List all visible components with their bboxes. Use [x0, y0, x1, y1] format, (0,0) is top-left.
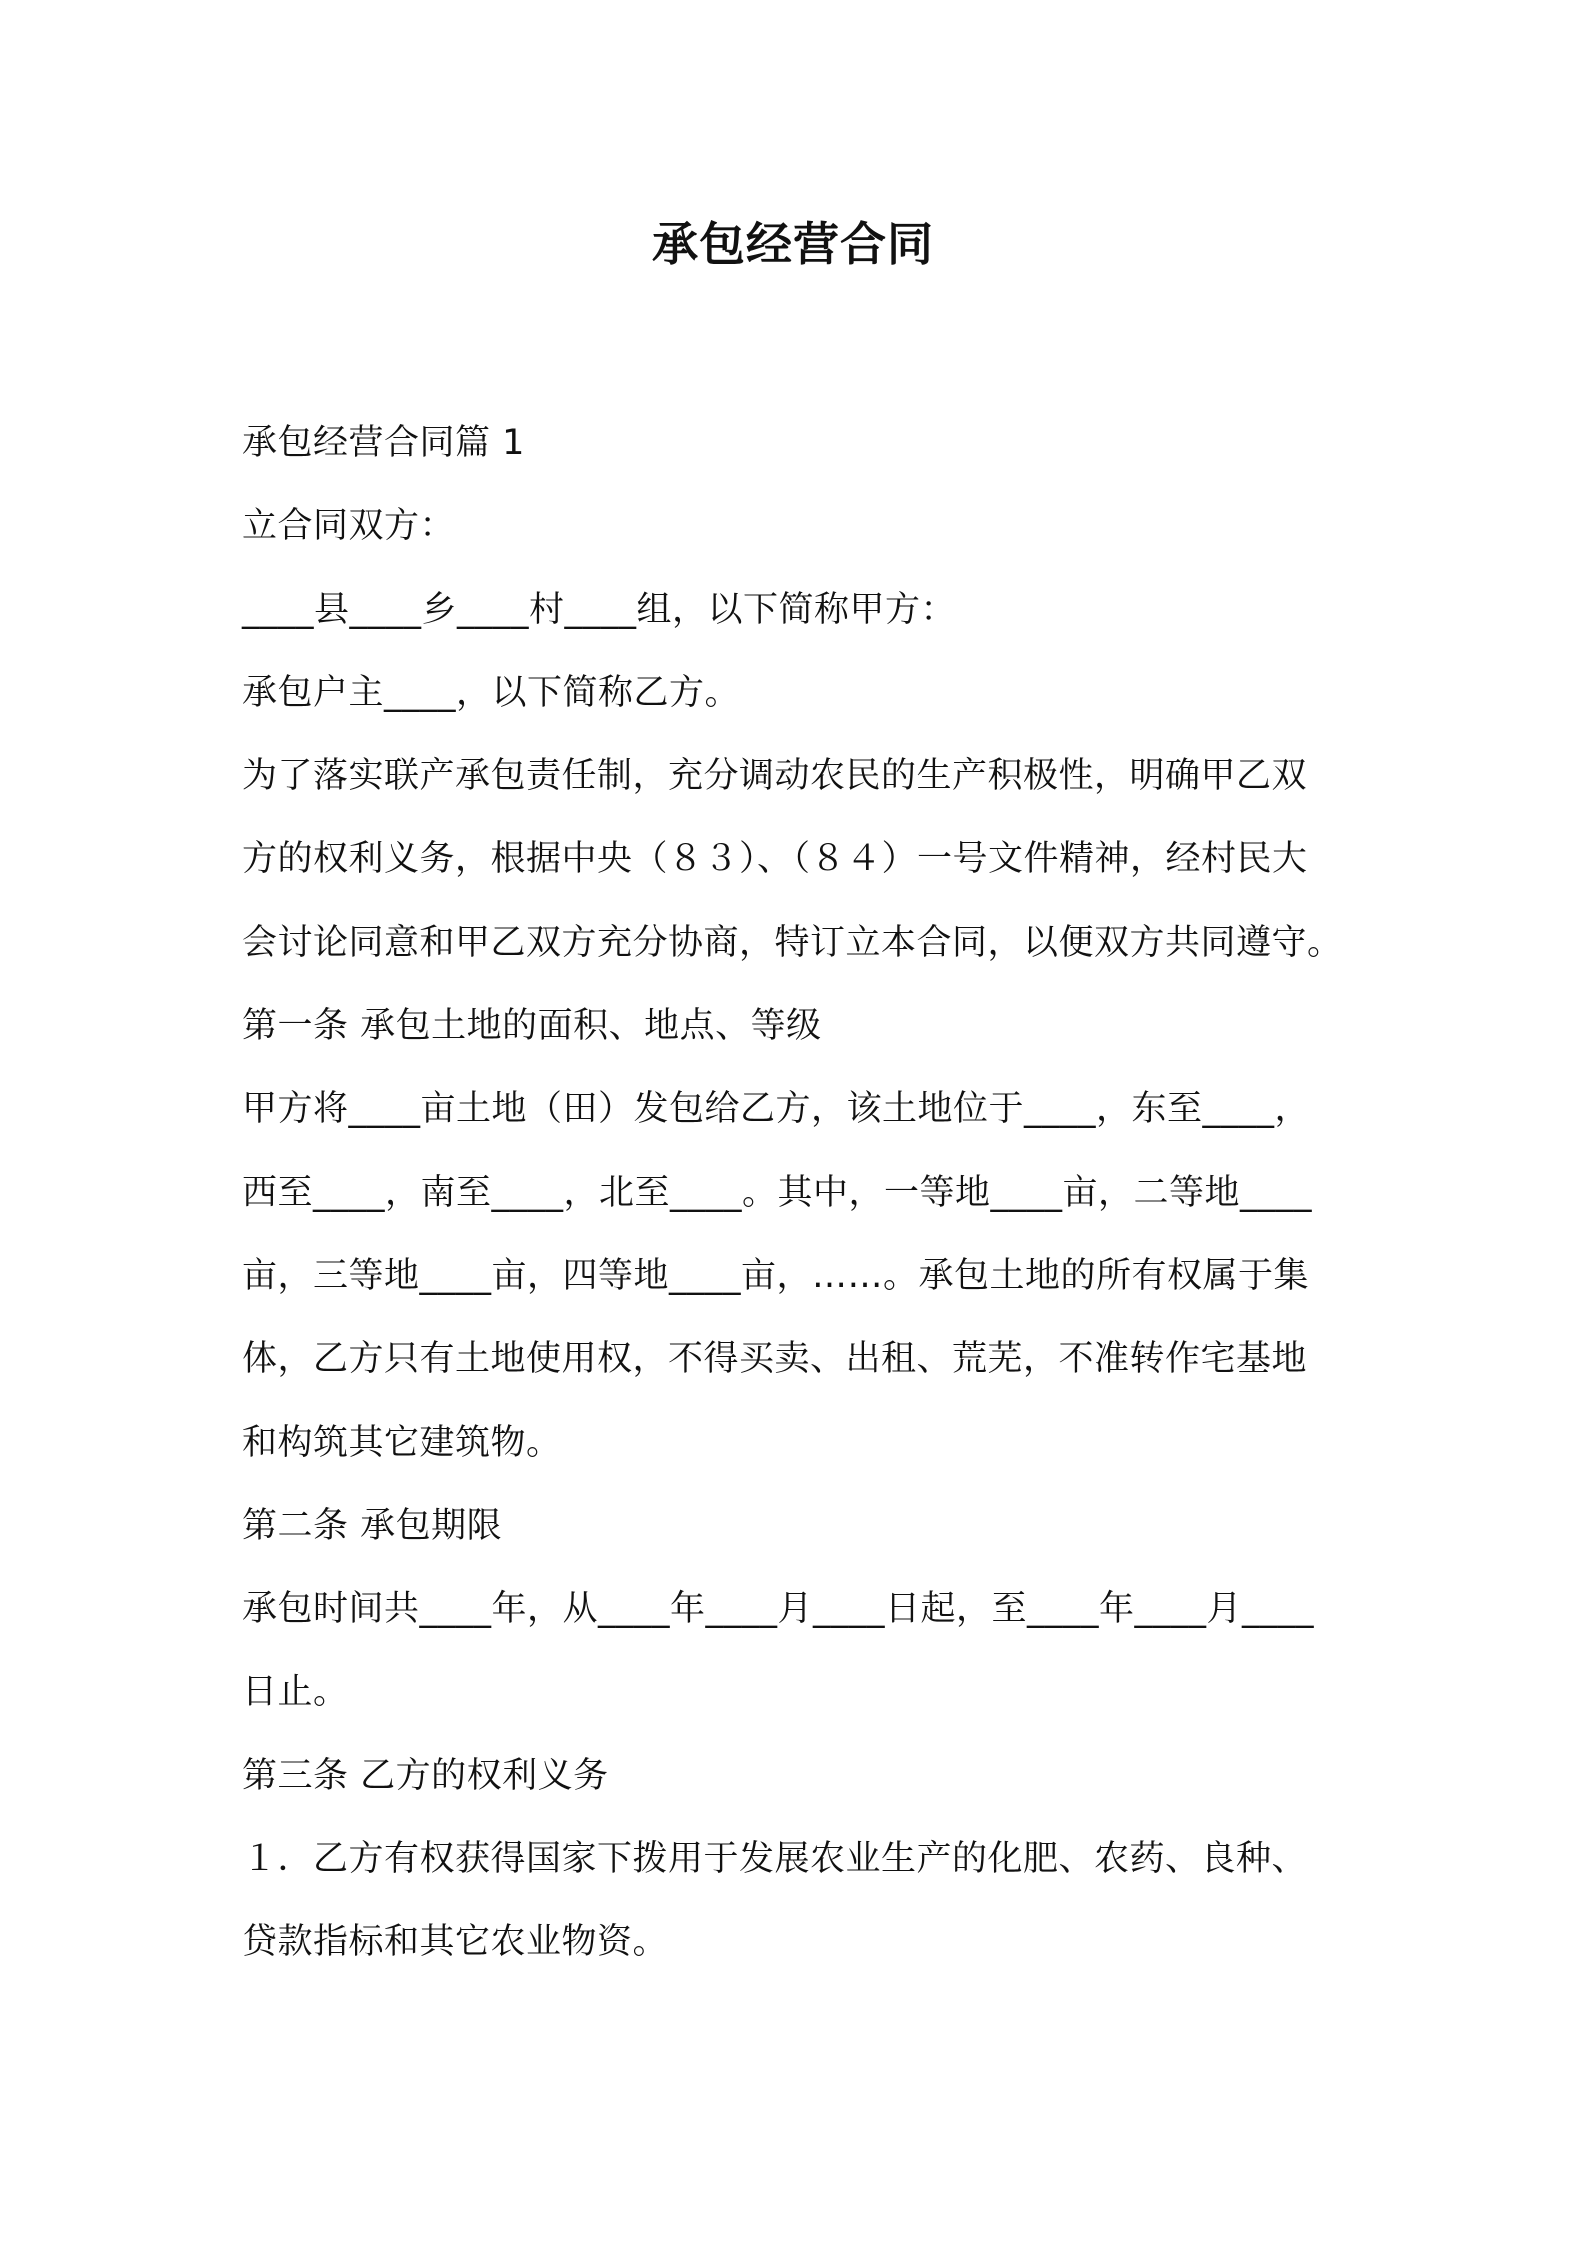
- paragraph-line: 立合同双方：: [242, 506, 456, 547]
- paragraph-line: 甲方将____亩土地（田）发包给乙方，该土地位于____，东至____，: [242, 1089, 1311, 1130]
- paragraph-line: ____县____乡____村____组，以下简称甲方：: [242, 589, 957, 630]
- document-title: 承包经营合同: [652, 217, 934, 271]
- article-heading: 第一条 承包土地的面积、地点、等级: [242, 1006, 822, 1047]
- paragraph-line: 为了落实联产承包责任制，充分调动农民的生产积极性，明确甲乙双: [242, 756, 1308, 797]
- paragraph-line: 日止。: [242, 1672, 349, 1713]
- paragraph-line: １．乙方有权获得国家下拨用于发展农业生产的化肥、农药、良种、: [242, 1839, 1308, 1880]
- paragraph-line: 承包户主____，以下简称乙方。: [242, 672, 741, 713]
- paragraph-line: 承包时间共____年，从____年____月____日起，至____年____月____: [242, 1589, 1315, 1630]
- paragraph-line: 贷款指标和其它农业物资。: [242, 1922, 669, 1963]
- article-heading: 第三条 乙方的权利义务: [242, 1755, 609, 1796]
- paragraph-line: 亩，三等地____亩，四等地____亩，……。承包土地的所有权属于集: [242, 1255, 1310, 1296]
- section-heading: 承包经营合同篇 1: [242, 423, 525, 463]
- article-heading: 第二条 承包期限: [242, 1505, 503, 1546]
- paragraph-line: 西至____，南至____，北至____。其中，一等地____亩，二等地____: [242, 1172, 1313, 1213]
- paragraph-line: 体，乙方只有土地使用权，不得买卖、出租、荒芜，不准转作宅基地: [242, 1339, 1308, 1380]
- document-body: [242, 402, 1362, 1985]
- paragraph-line: 方的权利义务，根据中央（８３）、（８４）一号文件精神，经村民大: [242, 839, 1308, 880]
- paragraph-line: 和构筑其它建筑物。: [242, 1422, 562, 1463]
- paragraph-line: 会讨论同意和甲乙双方充分协商，特订立本合同，以便双方共同遵守。: [242, 922, 1343, 963]
